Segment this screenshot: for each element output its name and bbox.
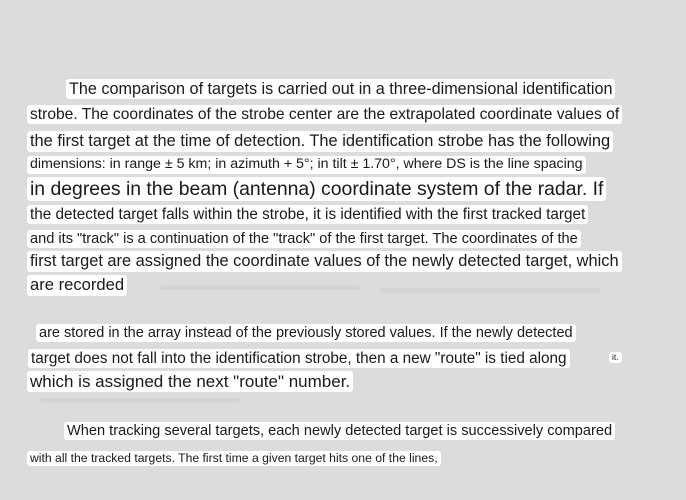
faint-text-line <box>380 288 600 293</box>
paragraph-1-line-6: the detected target falls within the strobe, it is identified with the first tracked target <box>27 205 588 224</box>
paragraph-1-line-9: are recorded <box>27 275 127 296</box>
faint-text-line <box>40 398 240 403</box>
paragraph-1-line-5: in degrees in the beam (antenna) coordinate system of the radar. If <box>27 177 606 201</box>
paragraph-1-line-4: dimensions: in range ± 5 km; in azimuth + 5°; in tilt ± 1.70°, where DS is the line spacing <box>27 156 586 174</box>
paragraph-1-line-2: strobe. The coordinates of the strobe center are the extrapolated coordinate values of <box>27 105 622 124</box>
paragraph-1-line-3: the first target at the time of detection. The identification strobe has the following <box>27 131 613 152</box>
paragraph-2-line-4: which is assigned the next "route" number. <box>27 371 353 392</box>
paragraph-1-line-7: and its "track" is a continuation of the "track" of the first target. The coordinates of the <box>27 230 581 248</box>
paragraph-2-line-1: are stored in the array instead of the previously stored values. If the newly detected <box>36 324 576 342</box>
paragraph-1-line-8: first target are assigned the coordinate values of the newly detected target, which <box>27 251 622 272</box>
paragraph-2-line-3: it. <box>609 352 622 363</box>
paragraph-1-line-1: The comparison of targets is carried out in a three-dimensional identification <box>66 79 615 99</box>
paragraph-3-line-1: When tracking several targets, each newly detected target is successively compared <box>64 422 615 440</box>
paragraph-2-line-2: target does not fall into the identification strobe, then a new "route" is tied along <box>28 349 570 368</box>
paragraph-3-line-2: with all the tracked targets. The first time a given target hits one of the lines, <box>27 451 441 466</box>
faint-text-line <box>160 285 360 290</box>
